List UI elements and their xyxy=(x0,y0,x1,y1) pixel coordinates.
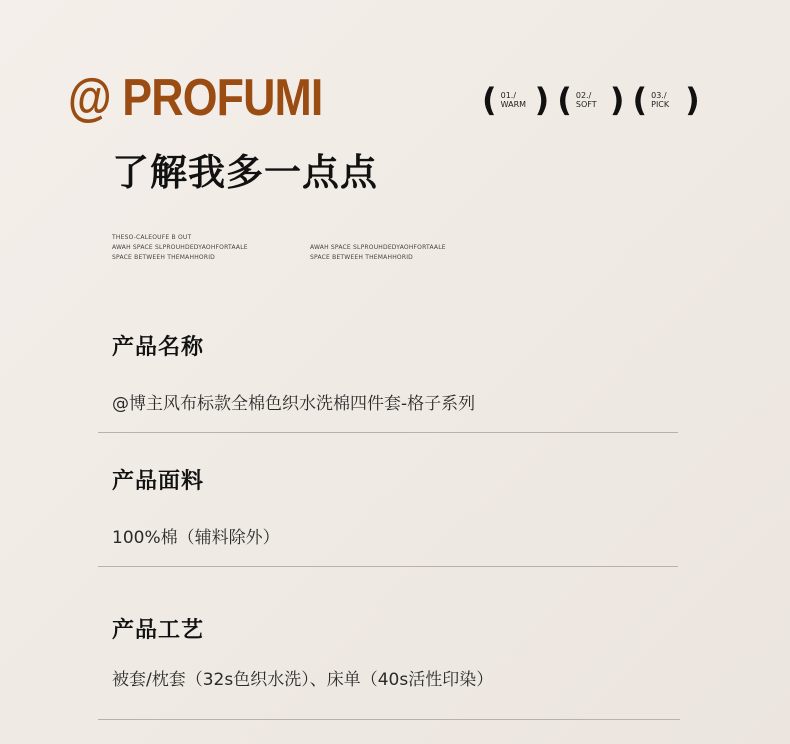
section-value-craft: 被套/枕套（32s色织水洗）、床单（40s活性印染） xyxy=(112,670,494,690)
fine-print-col2 xyxy=(310,243,446,263)
section-title-fabric: 产品面料 xyxy=(112,469,205,494)
tag-word: WARM xyxy=(500,100,527,109)
paren-close: ) xyxy=(534,81,550,119)
divider xyxy=(98,432,678,433)
tag-number: 02./ xyxy=(575,91,592,100)
paren-close: ) xyxy=(685,81,700,119)
tag-warm xyxy=(482,82,549,118)
divider xyxy=(98,719,680,720)
tag-pick xyxy=(633,82,700,118)
fine-line: AWAH SPACE SLPROUHDEDYAOHFORTAALE xyxy=(112,244,248,251)
fine-line: AWAH SPACE SLPROUHDEDYAOHFORTAALE xyxy=(310,244,446,251)
tag-word: SOFT xyxy=(575,100,597,109)
section-value-fabric: 100%棉（辅料除外） xyxy=(112,528,280,548)
paren-open: ( xyxy=(482,81,497,119)
tag-group xyxy=(482,80,708,120)
section-title-product-name: 产品名称 xyxy=(112,335,205,360)
tag-word: PICK xyxy=(651,100,670,109)
section-value-product-name: @博主风布标款全棉色织水洗棉四件套-格子系列 xyxy=(112,394,476,414)
fine-print-col1 xyxy=(112,233,248,263)
tag-text xyxy=(651,91,681,109)
tag-soft xyxy=(557,82,624,118)
fine-line: SPACE BETWEEH THEMAHHORID xyxy=(310,254,413,261)
brand-logo: @ PROFUMI xyxy=(68,69,323,127)
tag-text xyxy=(576,91,606,109)
paren-open: ( xyxy=(632,81,648,119)
divider xyxy=(98,566,678,567)
fine-line: SPACE BETWEEH THEMAHHORID xyxy=(112,254,215,261)
tag-number: 03./ xyxy=(651,91,667,100)
tag-text xyxy=(501,91,531,109)
section-title-craft: 产品工艺 xyxy=(112,618,205,643)
tag-number: 01./ xyxy=(500,91,517,100)
fine-line: THESO-CALEOUFE B OUT xyxy=(112,234,192,241)
paren-open: ( xyxy=(557,81,572,119)
page-heading: 了解我多一点点 xyxy=(112,151,378,194)
paren-close: ) xyxy=(609,81,625,119)
